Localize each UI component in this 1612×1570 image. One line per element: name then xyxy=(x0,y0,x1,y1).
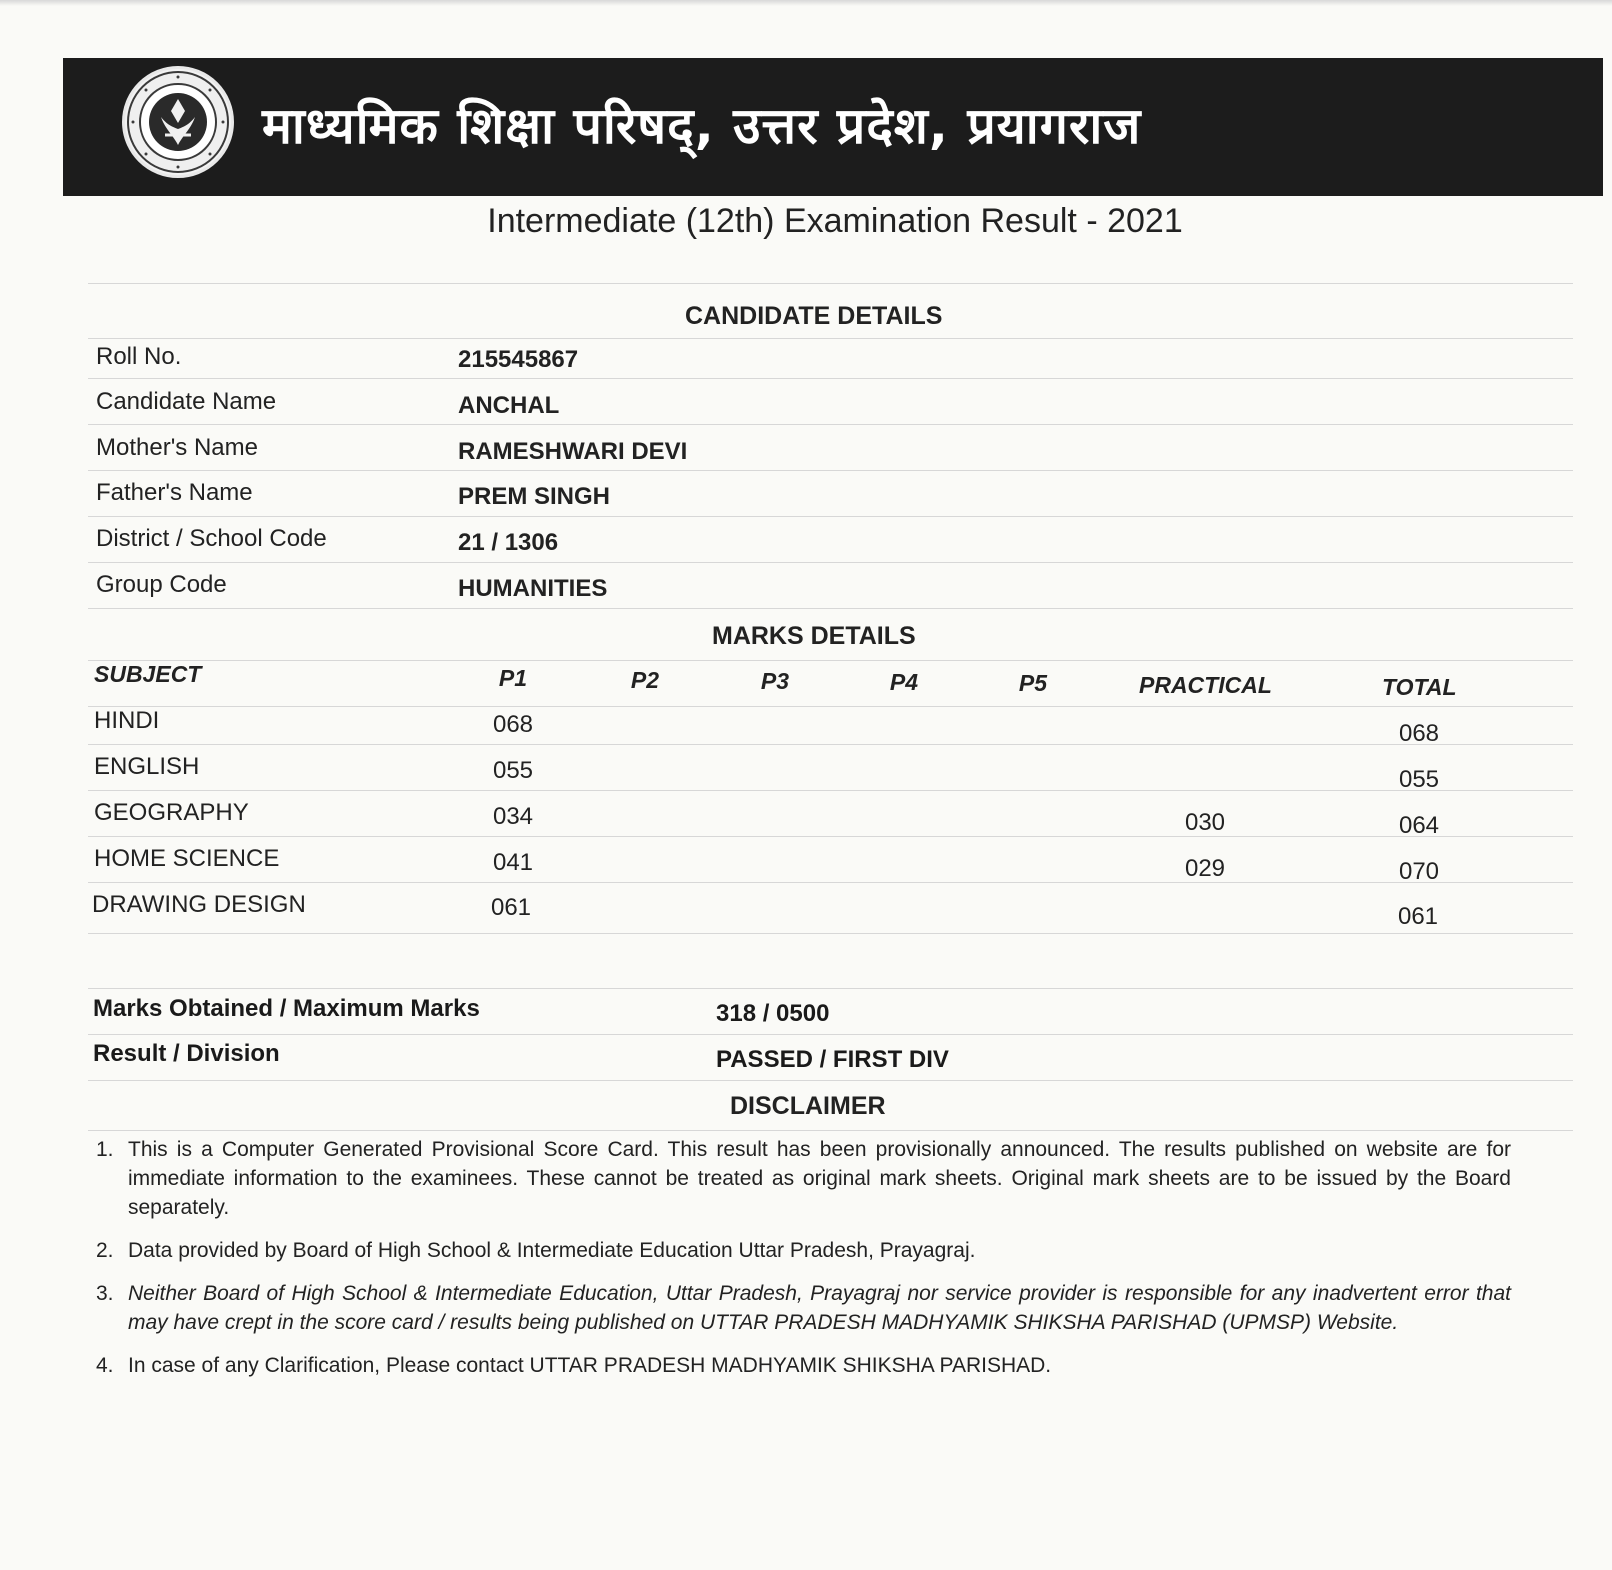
divider xyxy=(88,1034,1573,1035)
disclaimer-item xyxy=(96,1351,1511,1380)
column-header-p5: P5 xyxy=(1018,670,1048,696)
disclaimer-number: 3. xyxy=(96,1282,114,1305)
column-header-p4: P4 xyxy=(889,669,919,695)
candidate-details-heading: CANDIDATE DETAILS xyxy=(685,302,943,330)
total-mark: 055 xyxy=(1398,766,1440,793)
divider xyxy=(88,378,1573,379)
p1-mark: 055 xyxy=(492,757,534,784)
government-seal-icon xyxy=(122,66,234,178)
marks-obtained-value: 318 / 0500 xyxy=(716,1000,830,1027)
group-code-value: HUMANITIES xyxy=(458,575,608,602)
father-name-value: PREM SINGH xyxy=(458,483,611,510)
field-label: Candidate Name xyxy=(96,388,277,415)
disclaimer-item xyxy=(96,1279,1511,1337)
divider xyxy=(88,660,1573,661)
exam-title: Intermediate (12th) Examination Result - 2021 xyxy=(487,202,1183,240)
divider xyxy=(88,744,1573,745)
total-mark: 068 xyxy=(1398,720,1440,747)
board-name: माध्यमिक शिक्षा परिषद्, उत्तर प्रदेश, प्रयागराज xyxy=(262,97,1142,155)
divider xyxy=(88,516,1573,517)
subject-name: HOME SCIENCE xyxy=(94,845,280,872)
column-header-total: TOTAL xyxy=(1382,674,1457,700)
disclaimer-item xyxy=(96,1236,1511,1265)
divider xyxy=(88,608,1573,609)
disclaimer-heading: DISCLAIMER xyxy=(730,1092,886,1120)
school-code-value: 21 / 1306 xyxy=(458,529,559,556)
total-mark: 064 xyxy=(1398,812,1440,839)
divider xyxy=(88,1130,1573,1131)
mother-name-value: RAMESHWARI DEVI xyxy=(458,438,688,465)
divider xyxy=(88,706,1573,707)
disclaimer-number: 1. xyxy=(96,1138,114,1161)
column-header-p1: P1 xyxy=(498,665,528,691)
divider xyxy=(88,470,1573,471)
p1-mark: 068 xyxy=(492,711,534,738)
marks-obtained-label: Marks Obtained / Maximum Marks xyxy=(93,995,480,1022)
result-division-value: PASSED / FIRST DIV xyxy=(716,1046,949,1073)
marks-details-heading: MARKS DETAILS xyxy=(712,622,916,650)
candidate-name-value: ANCHAL xyxy=(458,392,560,419)
column-header-subject: SUBJECT xyxy=(94,661,202,687)
practical-mark: 029 xyxy=(1184,855,1226,882)
p1-mark: 041 xyxy=(492,849,534,876)
disclaimer-text: Data provided by Board of High School & Intermediate Education Uttar Pradesh, Prayagraj. xyxy=(128,1239,976,1262)
field-label: District / School Code xyxy=(96,525,327,552)
top-edge xyxy=(0,0,1612,6)
divider xyxy=(88,933,1573,934)
roll-number-value: 215545867 xyxy=(458,346,579,373)
divider xyxy=(88,283,1573,284)
field-label: Group Code xyxy=(96,571,227,598)
field-label: Mother's Name xyxy=(96,434,258,461)
column-header-p2: P2 xyxy=(630,667,660,693)
divider xyxy=(88,790,1573,791)
p1-mark: 034 xyxy=(492,803,534,830)
field-label: Father's Name xyxy=(96,479,253,506)
practical-mark: 030 xyxy=(1184,809,1226,836)
subject-name: DRAWING DESIGN xyxy=(92,891,306,918)
subject-name: GEOGRAPHY xyxy=(94,799,249,826)
divider xyxy=(88,882,1573,883)
total-mark: 061 xyxy=(1397,903,1439,930)
column-header-practical: PRACTICAL xyxy=(1139,672,1272,698)
disclaimer-item xyxy=(96,1135,1511,1222)
divider xyxy=(88,1080,1573,1081)
total-mark: 070 xyxy=(1398,858,1440,885)
divider xyxy=(88,836,1573,837)
subject-name: HINDI xyxy=(94,707,160,734)
field-label: Roll No. xyxy=(96,343,182,370)
result-division-label: Result / Division xyxy=(93,1040,280,1067)
disclaimer-number: 4. xyxy=(96,1354,114,1377)
subject-name: ENGLISH xyxy=(94,753,200,780)
disclaimer-text: Neither Board of High School & Intermediate Education, Uttar Pradesh, Prayagraj nor service provider is responsible for any inadvertent error that may have crept in the score card / results being published on UTTAR PRADESH MADHYAMIK SHIKSHA PARISHAD (UPMSP) Website. xyxy=(128,1282,1511,1334)
disclaimer-text: In case of any Clarification, Please contact UTTAR PRADESH MADHYAMIK SHIKSHA PARISHAD. xyxy=(128,1354,1052,1377)
divider xyxy=(88,338,1573,339)
disclaimer-number: 2. xyxy=(96,1239,114,1262)
divider xyxy=(88,988,1573,989)
divider xyxy=(88,424,1573,425)
column-header-p3: P3 xyxy=(760,668,790,694)
disclaimer-text: This is a Computer Generated Provisional Score Card. This result has been provisionally announced. The results published on website are for immediate information to the examinees. These cannot be treated as original mark sheets. Original mark sheets are to be issued by the Board separately. xyxy=(128,1138,1511,1219)
divider xyxy=(88,562,1573,563)
p1-mark: 061 xyxy=(490,894,532,921)
disclaimer-list xyxy=(96,1135,1511,1394)
